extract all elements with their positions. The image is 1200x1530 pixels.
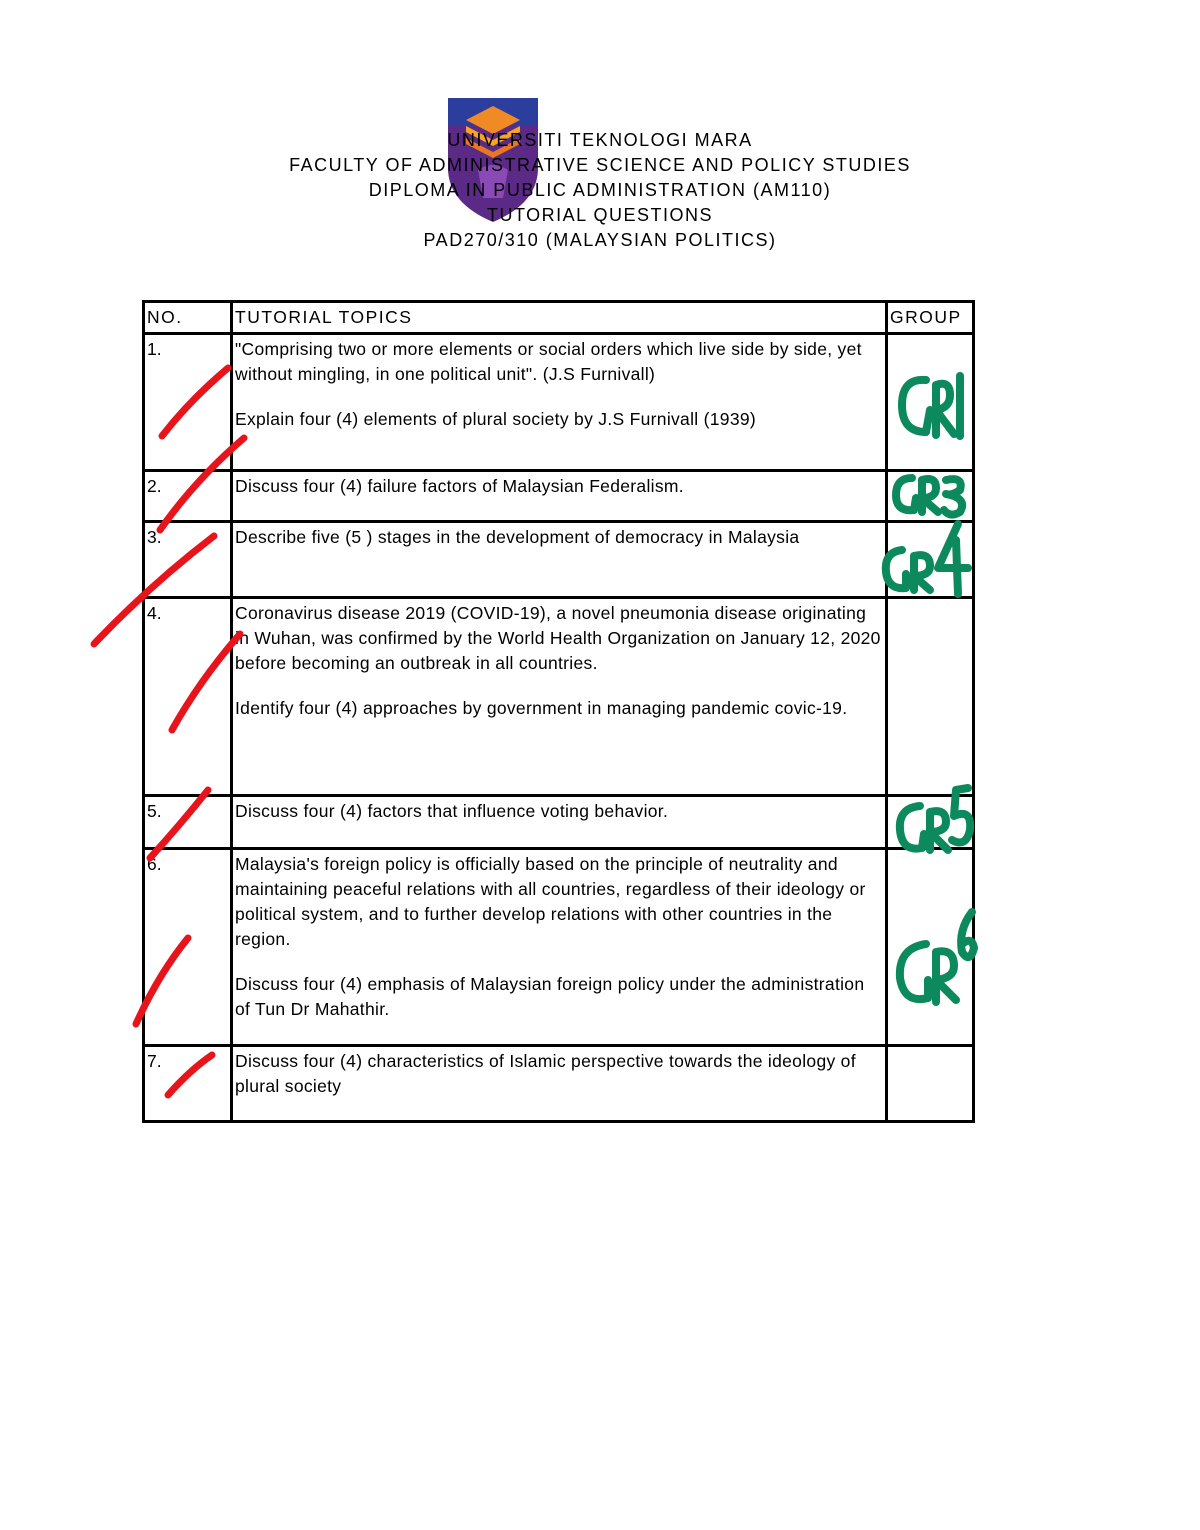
table-row bbox=[144, 522, 974, 598]
topic-context: Coronavirus disease 2019 (COVID-19), a novel pneumonia disease originating in Wuhan, was confirmed by the World Health Organization on January 12, 2020 before becoming an outbreak in all countries. bbox=[235, 603, 881, 673]
group-cell bbox=[887, 334, 974, 471]
topic-cell bbox=[232, 334, 887, 471]
table-row bbox=[144, 598, 974, 796]
university-name: UNIVERSITI TEKNOLOGI MARA bbox=[447, 130, 753, 150]
topic-cell bbox=[232, 522, 887, 598]
table-row bbox=[144, 1046, 974, 1122]
topic-question: Discuss four (4) characteristics of Islamic perspective towards the ideology of plural society bbox=[235, 1051, 856, 1096]
table-row bbox=[144, 471, 974, 522]
row-number: 4. bbox=[144, 598, 232, 796]
topic-cell bbox=[232, 471, 887, 522]
table-header-row bbox=[144, 302, 974, 334]
row-number: 3. bbox=[144, 522, 232, 598]
table-row bbox=[144, 334, 974, 471]
group-cell bbox=[887, 598, 974, 796]
group-cell bbox=[887, 796, 974, 849]
group-cell bbox=[887, 1046, 974, 1122]
row-number: 6. bbox=[144, 849, 232, 1046]
topic-context: Malaysia's foreign policy is officially based on the principle of neutrality and maintaining peaceful relations with all countries, regardless of their ideology or political system, and to further develop relations with other countries in the region. bbox=[235, 854, 866, 949]
group-cell bbox=[887, 849, 974, 1046]
topic-cell bbox=[232, 598, 887, 796]
document-header bbox=[0, 128, 1200, 253]
topic-question: Identify four (4) approaches by government in managing pandemic covic-19. bbox=[235, 698, 848, 718]
topic-question: Discuss four (4) emphasis of Malaysian foreign policy under the administration of Tun Dr Mahathir. bbox=[235, 974, 865, 1019]
document-title: TUTORIAL QUESTIONS bbox=[486, 205, 714, 225]
column-header-group: GROUP bbox=[887, 302, 974, 334]
row-number: 2. bbox=[144, 471, 232, 522]
tutorial-topics-table bbox=[142, 300, 975, 1123]
topic-question: Discuss four (4) factors that influence voting behavior. bbox=[235, 801, 669, 821]
topic-quote: "Comprising two or more elements or social orders which live side by side, yet without mingling, in one political unit". (J.S Furnivall) bbox=[235, 339, 862, 384]
row-number: 7. bbox=[144, 1046, 232, 1122]
topic-cell bbox=[232, 796, 887, 849]
table-row bbox=[144, 796, 974, 849]
table-row bbox=[144, 849, 974, 1046]
topic-question: Discuss four (4) failure factors of Malaysian Federalism. bbox=[235, 476, 684, 496]
topic-question: Explain four (4) elements of plural society by J.S Furnivall (1939) bbox=[235, 409, 757, 429]
row-number: 1. bbox=[144, 334, 232, 471]
topic-question: Describe five (5 ) stages in the development of democracy in Malaysia bbox=[235, 527, 800, 547]
group-cell bbox=[887, 471, 974, 522]
course-code: PAD270/310 (MALAYSIAN POLITICS) bbox=[423, 230, 777, 250]
group-cell bbox=[887, 522, 974, 598]
row-number: 5. bbox=[144, 796, 232, 849]
column-header-no: NO. bbox=[144, 302, 232, 334]
column-header-topics: TUTORIAL TOPICS bbox=[232, 302, 887, 334]
program-name: DIPLOMA IN PUBLIC ADMINISTRATION (AM110) bbox=[368, 180, 832, 200]
topic-cell bbox=[232, 849, 887, 1046]
topic-cell bbox=[232, 1046, 887, 1122]
faculty-name: FACULTY OF ADMINISTRATIVE SCIENCE AND POLICY STUDIES bbox=[289, 155, 911, 175]
